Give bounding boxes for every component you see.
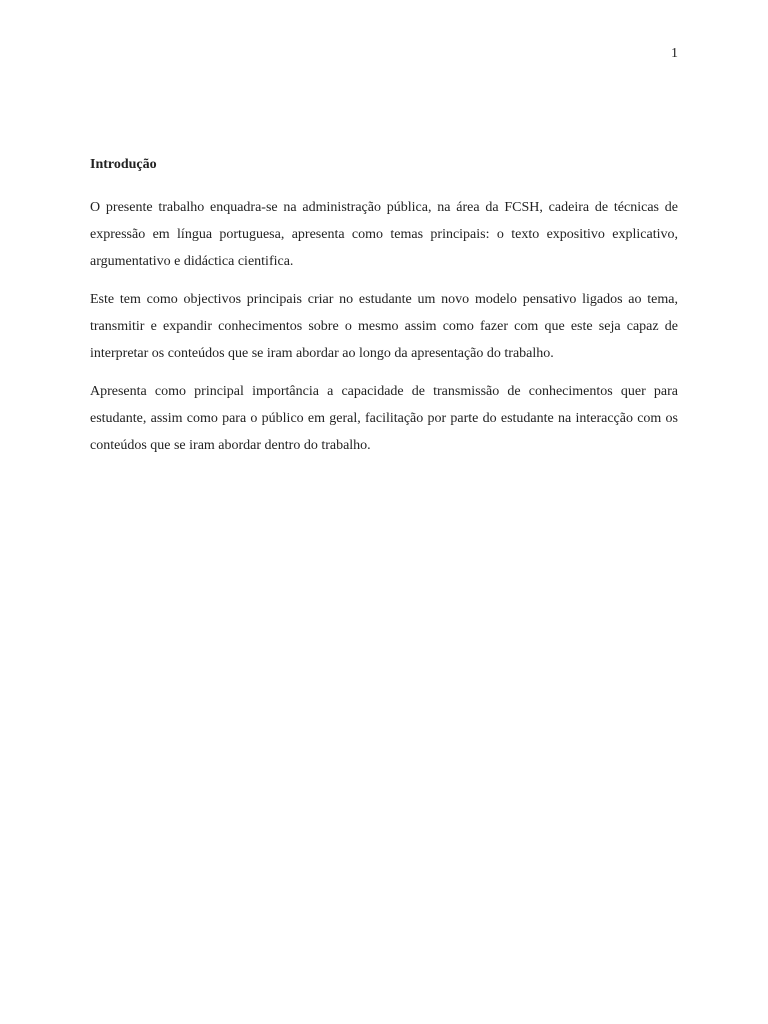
page-number: 1 bbox=[671, 46, 678, 61]
section-heading: Introdução bbox=[90, 157, 157, 172]
paragraph-3: Apresenta como principal importância a capacidade de transmissão de conhecimentos quer para estudante, assim como para o público em geral, facilitação por parte do estudante na interacção com os conteúdos que se iram abordar dentro do trabalho. bbox=[90, 384, 678, 453]
document-body bbox=[90, 156, 678, 470]
paragraph-1: O presente trabalho enquadra-se na administração pública, na área da FCSH, cadeira de técnicas de expressão em língua portuguesa, apresenta como temas principais: o texto expositivo explicativo, argumentativo e didáctica cientifica. bbox=[90, 200, 678, 269]
paragraph-2: Este tem como objectivos principais criar no estudante um novo modelo pensativo ligados ao tema, transmitir e expandir conhecimentos sobre o mesmo assim como fazer com que este seja capaz de interpretar os conteúdos que se iram abordar ao longo da apresentação do trabalho. bbox=[90, 292, 678, 361]
